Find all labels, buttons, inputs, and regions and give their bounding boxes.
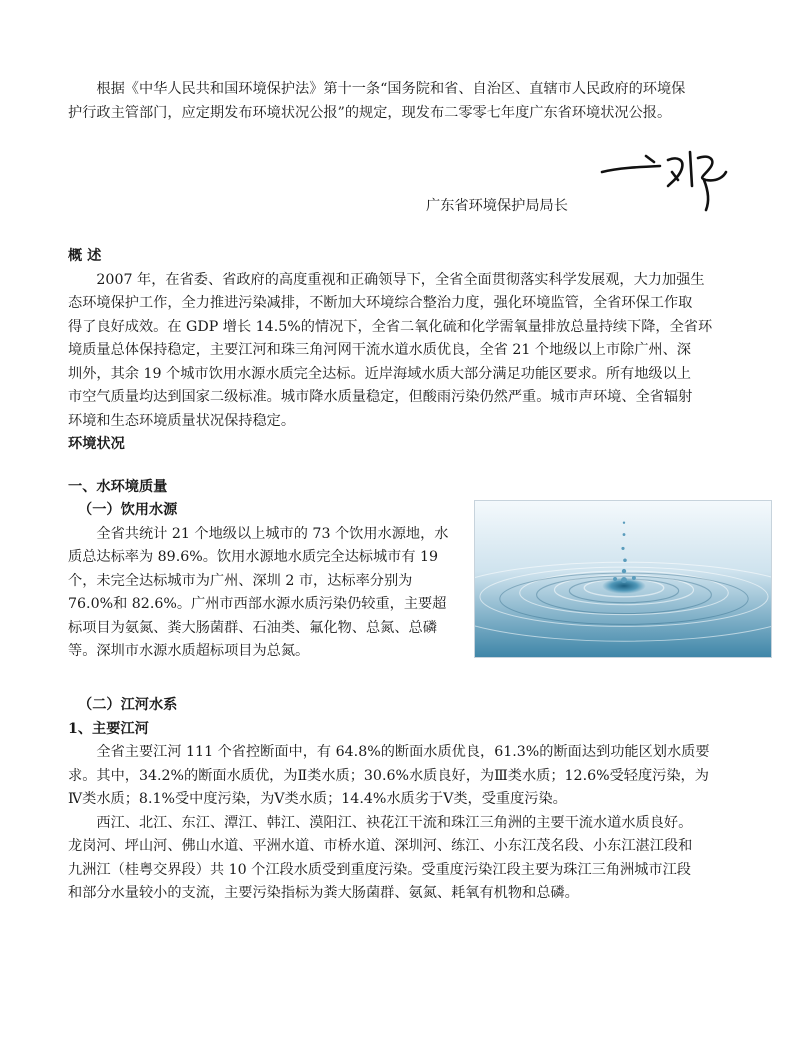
main-rivers-heading: 1、主要江河 — [68, 720, 149, 737]
rivers-line: 龙岗河、坪山河、佛山水道、平洲水道、市桥水道、深圳河、练江、小东江茂名段、小东江湛江段和 — [68, 838, 693, 854]
intro-line: 根据《中华人民共和国环境保护法》第十一条“国务院和省、自治区、直辖市人民政府的环境保 — [96, 81, 686, 97]
overview-section — [68, 245, 768, 457]
rivers-heading: （二）江河水系 — [78, 697, 178, 713]
signature-title: 广东省环境保护局局长 — [426, 198, 568, 214]
intro-paragraph — [68, 78, 768, 125]
overview-line: 态环境保护工作，全力推进污染减排，不断加大环境综合整治力度，强化环境监管，全省环保工作取 — [68, 295, 693, 311]
rivers-section — [68, 694, 768, 906]
overview-line: 环境和生态环境质量状况保持稳定。 — [68, 412, 296, 429]
rivers-line: 九洲江（桂粤交界段）共 10 个江段水质受到重度污染。受重度污染江段主要为珠江三角洲城市江段 — [68, 861, 691, 878]
env-status-heading: 环境状况 — [68, 436, 125, 452]
drinking-line: 等。深圳市水源水质超标项目为总氮。 — [68, 643, 310, 659]
overview-line: 市空气质量均达到国家二级标准。城市降水质量稳定，但酸雨污染仍然严重。城市声环境、全省辐射 — [68, 389, 693, 405]
drinking-line: 个，未完全达标城市为广州、深圳 2 市，达标率分别为 — [68, 572, 413, 589]
drinking-line: 76.0%和 82.6%。广州市西部水源水质污染仍较重，主要超 — [68, 596, 447, 612]
drinking-water-section — [68, 499, 468, 664]
water-heading: 一、水环境质量 — [68, 479, 168, 495]
overview-heading: 概 述 — [68, 248, 102, 264]
rivers-line: Ⅳ类水质；8.1%受中度污染，为Ⅴ类水质；14.4%水质劣于Ⅴ类，受重度污染。 — [68, 791, 567, 807]
overview-line: 2007 年，在省委、省政府的高度重视和正确领导下，全省全面贯彻落实科学发展观，大力加强生 — [96, 271, 705, 288]
drinking-line: 标项目为氨氮、粪大肠菌群、石油类、氟化物、总氮、总磷 — [68, 619, 437, 636]
drinking-line: 质总达标率为 89.6%。饮用水源地水质完全达标城市有 19 — [68, 549, 439, 565]
water-section — [68, 476, 768, 500]
drinking-line: 全省共统计 21 个地级以上城市的 73 个饮用水源地，水 — [96, 525, 449, 542]
overview-line: 得了良好成效。在 GDP 增长 14.5%的情况下，全省二氧化硫和化学需氧量排放总量持续下降，全省环 — [68, 318, 713, 335]
overview-line: 境质量总体保持稳定，主要江河和珠三角河网干流水道水质优良，全省 21 个地级以上市除广州、深 — [68, 342, 691, 358]
drinking-heading: （一）饮用水源 — [78, 502, 178, 518]
overview-line: 圳外，其余 19 个城市饮用水源水质完全达标。近岸海域水质大部分满足功能区要求。所有地级以上 — [68, 365, 691, 382]
intro-line: 护行政主管部门，应定期发布环境状况公报”的规定，现发布二零零七年度广东省环境状况公报。 — [68, 104, 672, 121]
water-drop-image — [474, 500, 772, 658]
rivers-line: 求。其中，34.2%的断面水质优，为Ⅱ类水质；30.6%水质良好，为Ⅲ类水质；12.6%受轻度污染，为 — [68, 767, 709, 784]
rivers-line: 全省主要江河 111 个省控断面中，有 64.8%的断面水质优良，61.3%的断面达到功能区划水质要 — [96, 744, 710, 760]
rivers-line: 西江、北江、东江、潭江、韩江、漠阳江、袂花江干流和珠江三角洲的主要干流水道水质良好。 — [96, 814, 693, 831]
rivers-line: 和部分水量较小的支流，主要污染指标为粪大肠菌群、氨氮、耗氧有机物和总磷。 — [68, 885, 579, 901]
handwritten-signature — [598, 146, 744, 216]
